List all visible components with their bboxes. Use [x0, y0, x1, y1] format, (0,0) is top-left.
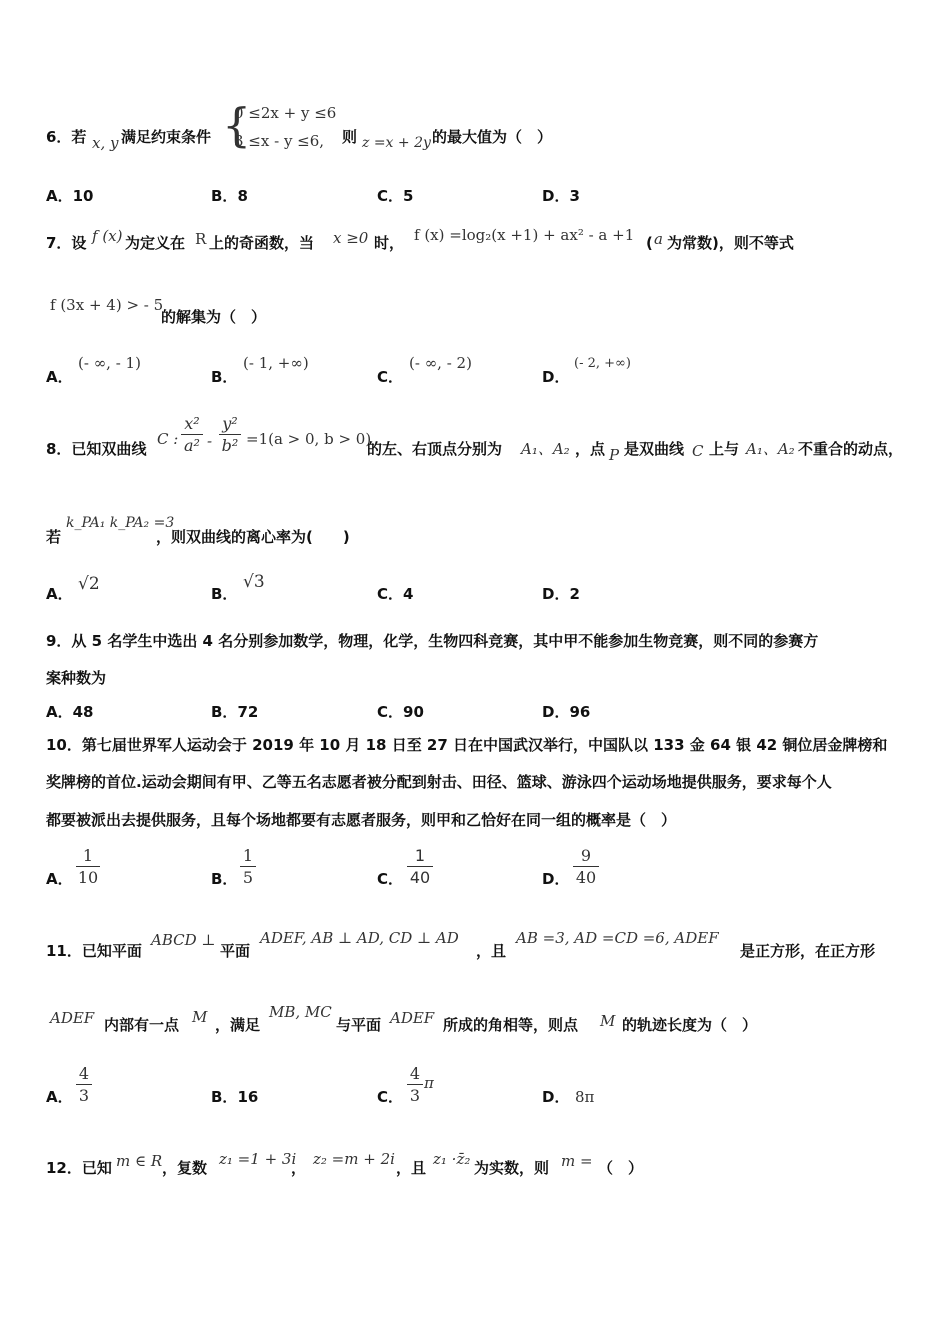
- q12-z2: z₂ =m + 2i: [313, 1150, 395, 1168]
- q11-text-4: 内部有一点: [104, 1016, 180, 1034]
- q8-option-c: C．4: [377, 585, 414, 603]
- q7-option-c-label: C．: [377, 368, 404, 386]
- q7-option-c-value: (- ∞, - 2): [409, 354, 472, 372]
- q12-text-3: ，且: [396, 1159, 427, 1177]
- q12-m-in-R: m ∈ R: [116, 1152, 163, 1170]
- q10-option-d-fraction: $\frac{9}{40}$: [573, 846, 599, 889]
- q6-option-a: A．10: [46, 187, 94, 205]
- q11-square-2: ADEF: [390, 1009, 435, 1027]
- q7-paren: (: [646, 234, 653, 252]
- q12-number: 12．已知: [46, 1159, 112, 1177]
- q8-text-4: 上与: [709, 440, 740, 458]
- q11-conditions-2: AB =3, AD =CD =6, ADEF: [516, 929, 719, 947]
- q8-P: P: [609, 446, 620, 464]
- q11-text-2: ，且: [476, 942, 507, 960]
- q11-square: ADEF: [50, 1009, 95, 1027]
- q11-number: 11．已知平面: [46, 942, 142, 960]
- q10-option-b-label: B．: [211, 870, 238, 888]
- q8-option-d: D．2: [542, 585, 580, 603]
- q6-number: 6．若: [46, 128, 87, 146]
- q8-option-b-label: B．: [211, 585, 238, 603]
- q8-C: C: [692, 442, 704, 460]
- q8-ruo: 若: [46, 528, 62, 546]
- q8-text-6: ，则双曲线的离心率为( ): [156, 528, 350, 546]
- q12-text-4: 为实数，则: [474, 1159, 550, 1177]
- q11-conditions: ADEF, AB ⊥ AD, CD ⊥ AD: [260, 929, 459, 947]
- q12-text-2: ，: [291, 1159, 307, 1177]
- q11-option-b: B．16: [211, 1088, 259, 1106]
- q9-option-c: C．90: [377, 703, 424, 721]
- q7-text-3: 时，: [374, 234, 405, 252]
- q12-product: z₁ ·z̄₂: [433, 1150, 471, 1168]
- q11-option-d-label: D．: [542, 1088, 570, 1106]
- q7-number: 7．设: [46, 234, 87, 252]
- q12-z1: z₁ =1 + 3i: [219, 1150, 297, 1168]
- q6-option-c: C．5: [377, 187, 414, 205]
- q7-option-a-label: A．: [46, 368, 73, 386]
- q7-fx: f (x): [92, 227, 123, 245]
- q10-option-c-fraction: $\frac{1}{40}$: [407, 846, 433, 889]
- q11-text-7: 所成的角相等，则点: [443, 1016, 579, 1034]
- q10-option-a-fraction: $\frac{1}{10}$: [77, 846, 99, 887]
- q11-option-a-fraction: $\frac{4}{3}$: [76, 1064, 92, 1107]
- q8-option-b-value: √3: [243, 572, 265, 592]
- q10-option-c-label: C．: [377, 870, 404, 888]
- q10-line-1: 10．第七届世界军人运动会于 2019 年 10 月 18 日至 27 日在中国武汉举行，中国队以 133 金 64 银 42 铜位居金牌榜和: [46, 736, 888, 754]
- q6-brace: {: [222, 98, 252, 152]
- q8-minus: -: [207, 432, 213, 450]
- q9-line-1: 9．从 5 名学生中选出 4 名分别参加数学，物理，化学，生物四科竞赛，其中甲不能参加生物竞赛，则不同的参赛方: [46, 632, 819, 650]
- q6-option-b: B．8: [211, 187, 248, 205]
- q7-inequality: f (3x + 4) > - 5: [50, 296, 164, 314]
- q6-objective: z =x + 2y: [362, 135, 431, 151]
- q12-m: m =: [561, 1152, 593, 1170]
- q9-option-d: D．96: [542, 703, 591, 721]
- q8-equation-rest: =1(a > 0, b > 0): [246, 430, 372, 448]
- q6-option-d: D．3: [542, 187, 580, 205]
- q11-option-c-label: C．: [377, 1088, 404, 1106]
- q8-slopes: k_PA₁ k_PA₂ =3: [66, 515, 175, 531]
- q7-option-b-value: (- 1, +∞): [243, 354, 309, 372]
- q11-text-8: 的轨迹长度为（ ）: [622, 1016, 758, 1034]
- q11-text-5: ，满足: [215, 1016, 261, 1034]
- q11-MBMC: MB, MC: [269, 1003, 332, 1021]
- q12-text-5: （ ）: [598, 1159, 644, 1177]
- q11-option-c-fraction: $\frac{4}{3}$: [407, 1064, 423, 1107]
- q8-text-3: 是双曲线: [624, 440, 685, 458]
- q8-number: 8．已知双曲线: [46, 440, 147, 458]
- q7-text-5: 为常数)，则不等式: [667, 234, 794, 252]
- q8-text-2: ，点: [575, 440, 606, 458]
- q6-constraint-1: 0 ≤2x + y ≤6: [234, 104, 337, 122]
- q6-condition-label: 满足约束条件: [121, 128, 212, 146]
- q10-option-b-fraction: $\frac{1}{5}$: [240, 846, 256, 889]
- q6-then: 则: [342, 128, 358, 146]
- q11-plane: ABCD ⊥: [151, 931, 216, 949]
- q9-line-2: 案种数为: [46, 669, 107, 687]
- q7-text-1: 为定义在: [125, 234, 186, 252]
- q7-option-d-label: D．: [542, 368, 570, 386]
- q11-option-c-pi: π: [424, 1074, 434, 1092]
- q11-M: M: [192, 1008, 208, 1026]
- q6-question: 的最大值为（ ）: [432, 128, 553, 146]
- q11-text-1: 平面: [220, 942, 251, 960]
- q8-vertices: A₁、A₂: [521, 440, 570, 458]
- q8-vertices-2: A₁、A₂: [746, 440, 795, 458]
- q7-option-d-value: (- 2, +∞): [574, 356, 631, 371]
- q8-text-5: 不重合的动点，: [798, 440, 904, 458]
- q11-text-6: 与平面: [336, 1016, 382, 1034]
- q11-M-2: M: [600, 1012, 616, 1030]
- q11-text-3: 是正方形，在正方形: [740, 942, 876, 960]
- q6-constraint-2: 3 ≤x - y ≤6,: [234, 132, 325, 150]
- q6-vars: x, y: [92, 134, 119, 152]
- q7-option-a-value: (- ∞, - 1): [78, 354, 141, 372]
- q8-fraction-y: $\frac{\text{y²}}{\text{b²}}$: [219, 414, 241, 457]
- q8-text-1: 的左、右顶点分别为: [367, 440, 503, 458]
- q12-text-1: ，复数: [162, 1159, 208, 1177]
- q7-text-6: 的解集为（ ）: [161, 308, 267, 326]
- q7-option-b-label: B．: [211, 368, 238, 386]
- q11-option-a-label: A．: [46, 1088, 73, 1106]
- q8-curve: C :: [157, 430, 179, 448]
- q10-line-3: 都要被派出去提供服务，且每个场地都要有志愿者服务，则甲和乙恰好在同一组的概率是（ ）: [46, 811, 677, 829]
- q9-option-a: A．48: [46, 703, 94, 721]
- q8-fraction-x: $\frac{\text{x²}}{\text{a²}}$: [181, 414, 203, 457]
- q7-condition: x ≥0: [333, 229, 369, 247]
- q10-option-a-label: A．: [46, 870, 73, 888]
- q10-line-2: 奖牌榜的首位.运动会期间有甲、乙等五名志愿者被分配到射击、田径、篮球、游泳四个运动场地提供服务，要求每个人: [46, 773, 832, 791]
- q7-formula: f (x) =log₂(x +1) + ax² - a +1: [414, 226, 635, 244]
- q11-option-d-value: 8π: [575, 1088, 595, 1106]
- q7-a: a: [654, 230, 663, 248]
- q10-option-d-label: D．: [542, 870, 570, 888]
- q9-option-b: B．72: [211, 703, 259, 721]
- q7-text-2: 上的奇函数，当: [209, 234, 315, 252]
- q8-option-a-value: √2: [78, 574, 100, 594]
- q8-option-a-label: A．: [46, 585, 73, 603]
- q7-R: R: [195, 230, 207, 248]
